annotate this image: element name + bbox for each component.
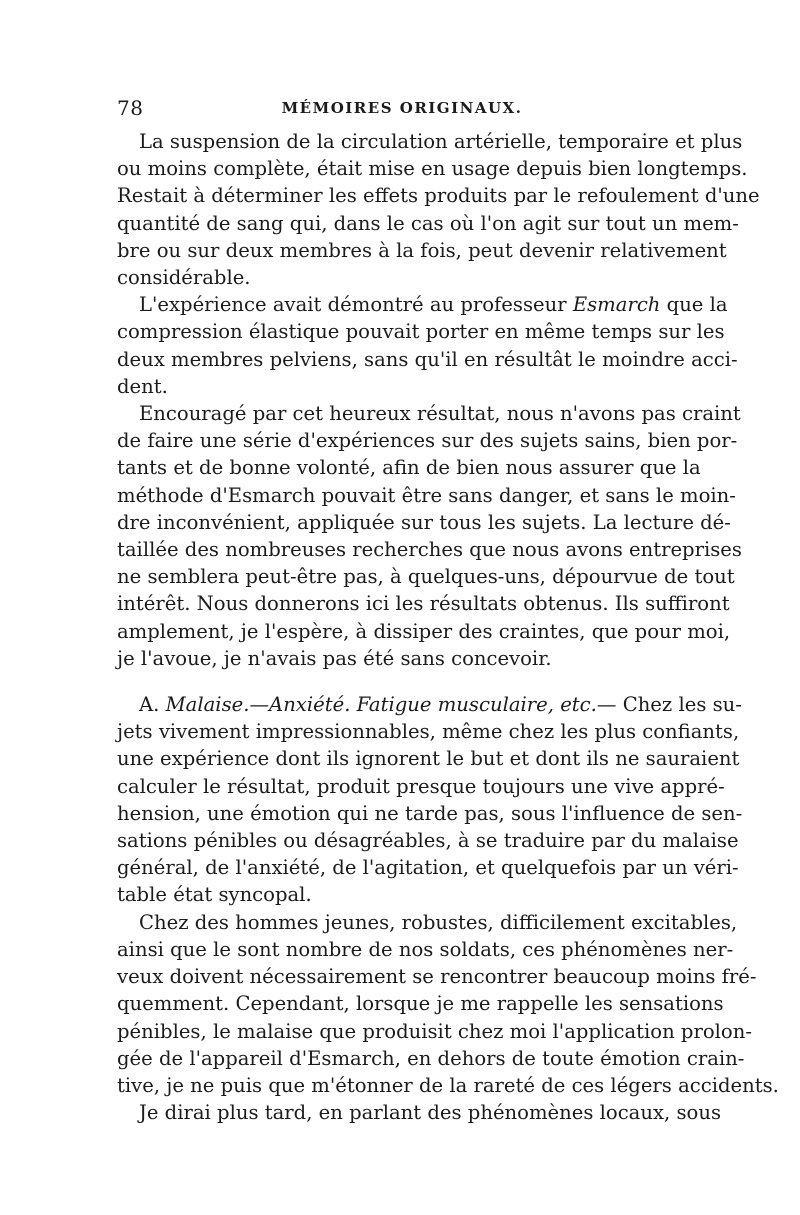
text-line: général, de l'anxiété, de l'agitation, et quelquefois par un véri- [117,856,739,880]
text-line: dre inconvénient, appliquée sur tous les sujets. La lecture dé- [117,510,731,534]
section-a [117,691,743,909]
text-line: une expérience dont ils ignorent le but et dont ils ne sauraient [117,747,740,771]
text-line: taillée des nombreuses recherches que nous avons entreprises [117,538,742,562]
section-letter: A. [139,693,166,717]
text-line-with-name [117,291,728,318]
text-line: bre ou sur deux membres à la fois, peut devenir relativement [117,238,727,262]
text-segment: L'expérience avait démontré au professeur [139,293,573,317]
text-line: jets vivement impressionnables, même chez les plus confiants, [117,720,740,744]
text-line: je l'avoue, je n'avais pas été sans concevoir. [117,646,552,670]
section-heading-line [117,691,742,718]
text-line: tive, je ne puis que m'étonner de la rareté de ces légers accidents. [117,1073,779,1097]
text-line: intérêt. Nous donnerons ici les résultats obtenus. Ils suffiront [117,592,730,616]
text-segment: que la [660,293,728,317]
italic-name: Esmarch [572,293,661,317]
text-segment: — Chez les su- [596,693,742,717]
page-number: 78 [117,96,144,120]
text-line: gée de l'appareil d'Esmarch, en dehors de toute émotion crain- [117,1046,745,1070]
text-line: tants et de bonne volonté, afin de bien nous assurer que la [117,456,701,480]
page-header [117,96,687,126]
text-line: table état syncopal. [117,883,312,907]
text-line: La suspension de la circulation artérielle, temporaire et plus [139,130,743,153]
text-line: Encouragé par cet heureux résultat, nous n'avons pas craint [139,402,741,426]
text-line: amplement, je l'espère, à dissiper des craintes, que pour moi, [117,619,731,643]
text-line: pénibles, le malaise que produisit chez moi l'application prolon- [117,1019,752,1043]
text-line: Restait à déterminer les effets produits par le refoulement d'une [117,184,760,208]
paragraph-1 [117,128,760,291]
text-line: sations pénibles ou désagréables, à se traduire par du malaise [117,829,739,853]
text-line: Je dirai plus tard, en parlant des phénomènes locaux, sous [139,1101,722,1125]
text-line: considérable. [117,266,251,290]
text-line: deux membres pelviens, sans qu'il en résultât le moindre acci- [117,347,738,371]
paragraph-5 [117,909,779,1099]
text-line: veux doivent nécessairement se rencontrer beaucoup moins fré- [117,965,757,989]
text-line: dent. [117,374,168,398]
text-line: méthode d'Esmarch pouvait être sans danger, et sans le moin- [117,483,736,507]
text-line: quemment. Cependant, lorsque je me rappelle les sensations [117,992,724,1016]
section-title: Malaise.—Anxiété. Fatigue musculaire, etc. [165,693,597,717]
paragraph-6 [117,1099,722,1126]
paragraph-2 [117,291,738,400]
text-line: compression élastique pouvait porter en même temps sur les [117,320,725,344]
text-line: hension, une émotion qui ne tarde pas, sous l'influence de sen- [117,801,743,825]
text-line: Chez des hommes jeunes, robustes, difficilement excitables, [139,910,738,934]
body-text [117,128,779,1126]
text-line: ou moins complète, était mise en usage depuis bien longtemps. [117,157,748,181]
text-line: calculer le résultat, produit presque toujours une vive appré- [117,774,725,798]
text-line: de faire une série d'expériences sur des sujets sains, bien por- [117,429,738,453]
paragraph-3 [117,400,742,672]
text-line: quantité de sang qui, dans le cas où l'on agit sur tout un mem- [117,211,739,235]
text-line: ne semblera peut-être pas, à quelques-uns, dépourvue de tout [117,565,735,589]
running-title: MÉMOIRES ORIGINAUX. [281,99,523,117]
text-line: ainsi que le sont nombre de nos soldats, ces phénomènes ner- [117,937,734,961]
